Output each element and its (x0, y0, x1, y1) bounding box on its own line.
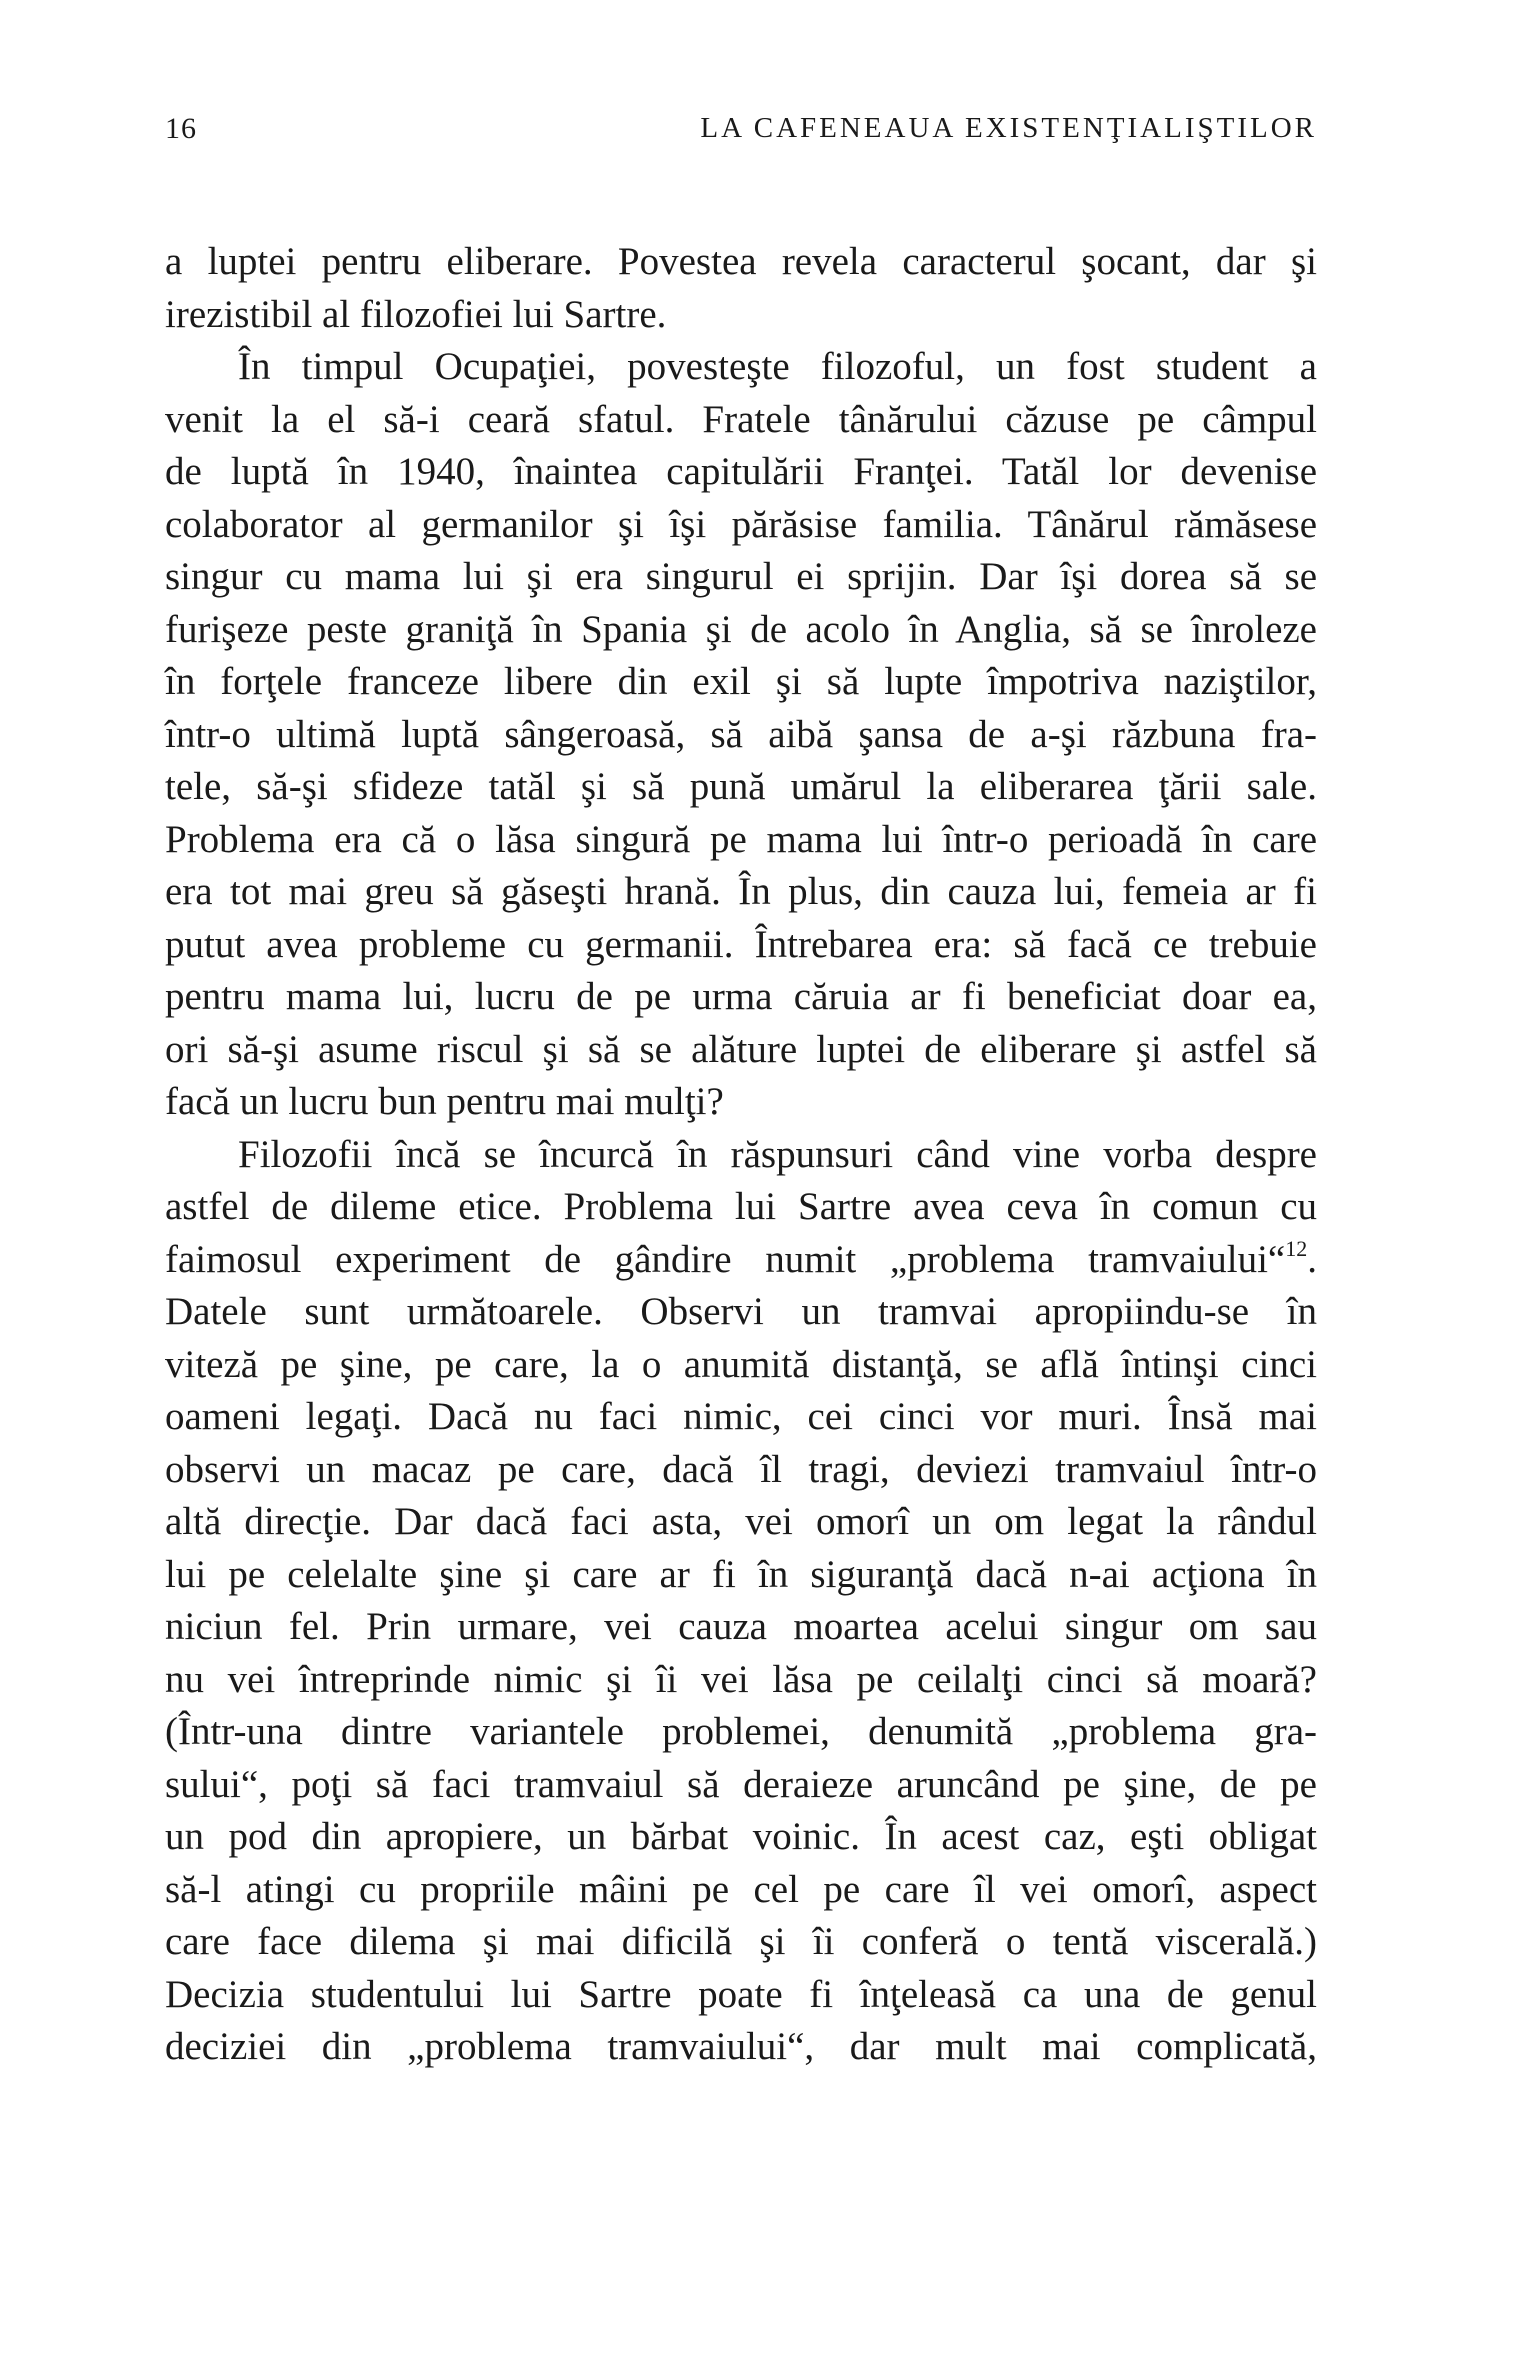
text-line: niciun fel. Prin urmare, vei cauza moartea acelui singur om sau (165, 1605, 1317, 1648)
text-line: nu vei întreprinde nimic şi îi vei lăsa pe ceilalţi cinci să moară? (165, 1657, 1317, 1701)
text-line: lui pe celelalte şine şi care ar fi în siguranţă dacă n-ai acţiona în (165, 1552, 1317, 1596)
text-line: furişeze peste graniţă în Spania şi de acolo în Anglia, să se înroleze (165, 607, 1317, 651)
text-line: Decizia studentului lui Sartre poate fi înţeleasă ca una de genul (165, 1972, 1317, 2016)
text-line: era tot mai greu să găseşti hrană. În plus, din cauza lui, femeia ar fi (165, 870, 1317, 913)
page-number: 16 (165, 112, 197, 145)
book-title: LA CAFENEAUA EXISTENŢIALIŞTILOR (700, 112, 1317, 144)
text-line: un pod din apropiere, un bărbat voinic. În acest caz, eşti obligat (165, 1815, 1317, 1858)
text-segment: . (1307, 1237, 1317, 1281)
text-line: putut avea probleme cu germanii. Întrebarea era: să facă ce trebuie (165, 922, 1317, 966)
text-line: Datele sunt următoarele. Observi un tramvai apropiindu-se în (165, 1290, 1317, 1333)
text-line: deciziei din „problema tramvaiului“, dar mult mai complicată, (165, 2025, 1317, 2068)
text-line: viteză pe şine, pe care, la o anumită distanţă, se află întinşi cinci (165, 1342, 1317, 1386)
text-line: sului“, poţi să faci tramvaiul să deraieze aruncând pe şine, de pe (165, 1762, 1317, 1806)
text-line: care face dilema şi mai dificilă şi îi conferă o tentă viscerală.) (165, 1920, 1317, 1963)
text-line: a luptei pentru eliberare. Povestea revela caracterul şocant, dar şi (165, 240, 1317, 283)
text-line: oameni legaţi. Dacă nu faci nimic, cei cinci vor muri. Însă mai (165, 1395, 1317, 1438)
text-line: să-l atingi cu propriile mâini pe cel pe care îl vei omorî, aspect (165, 1867, 1317, 1911)
text-line: observi un macaz pe care, dacă îl tragi, deviezi tramvaiul într-o (165, 1447, 1317, 1491)
text-line: într-o ultimă luptă sângeroasă, să aibă şansa de a-şi răzbuna fra- (165, 712, 1317, 756)
text-line: facă un lucru bun pentru mai mulţi? (165, 1080, 724, 1123)
text-line: de luptă în 1940, înaintea capitulării Franţei. Tatăl lor devenise (165, 450, 1317, 493)
text-line: colaborator al germanilor şi îşi părăsise familia. Tânărul rămăsese (165, 502, 1317, 546)
text-line: în forţele franceze libere din exil şi să lupte împotriva naziştilor, (165, 660, 1317, 703)
text-line-with-footnote (165, 1234, 1317, 1287)
text-line: (Într-una dintre variantele problemei, denumită „problema gra- (165, 1710, 1317, 1753)
text-line: singur cu mama lui şi era singurul ei sprijin. Dar îşi dorea să se (165, 555, 1317, 598)
text-line: Filozofii încă se încurcă în răspunsuri când vine vorba despre (238, 1132, 1317, 1176)
running-header (165, 112, 1317, 152)
text-segment: faimosul experiment de gândire numit „problema tramvaiului“ (165, 1237, 1286, 1281)
text-line: ori să-şi asume riscul şi să se alăture luptei de eliberare şi astfel să (165, 1027, 1317, 1071)
text-line: venit la el să-i ceară sfatul. Fratele tânărului căzuse pe câmpul (165, 397, 1317, 441)
text-line: tele, să-şi sfideze tatăl şi să pună umărul la eliberarea ţării sale. (165, 765, 1317, 808)
text-line: Problema era că o lăsa singură pe mama lui într-o perioadă în care (165, 817, 1317, 861)
text-line: altă direcţie. Dar dacă faci asta, vei omorî un om legat la rândul (165, 1500, 1317, 1543)
text-line: astfel de dileme etice. Problema lui Sartre avea ceva în comun cu (165, 1185, 1317, 1228)
text-line: În timpul Ocupaţiei, povesteşte filozoful, un fost student a (238, 345, 1317, 388)
body-text (165, 236, 1317, 2074)
text-line: irezistibil al filozofiei lui Sartre. (165, 292, 667, 336)
footnote-reference[interactable]: 12 (1285, 1235, 1308, 1261)
text-line: pentru mama lui, lucru de pe urma căruia ar fi beneficiat doar ea, (165, 975, 1317, 1018)
